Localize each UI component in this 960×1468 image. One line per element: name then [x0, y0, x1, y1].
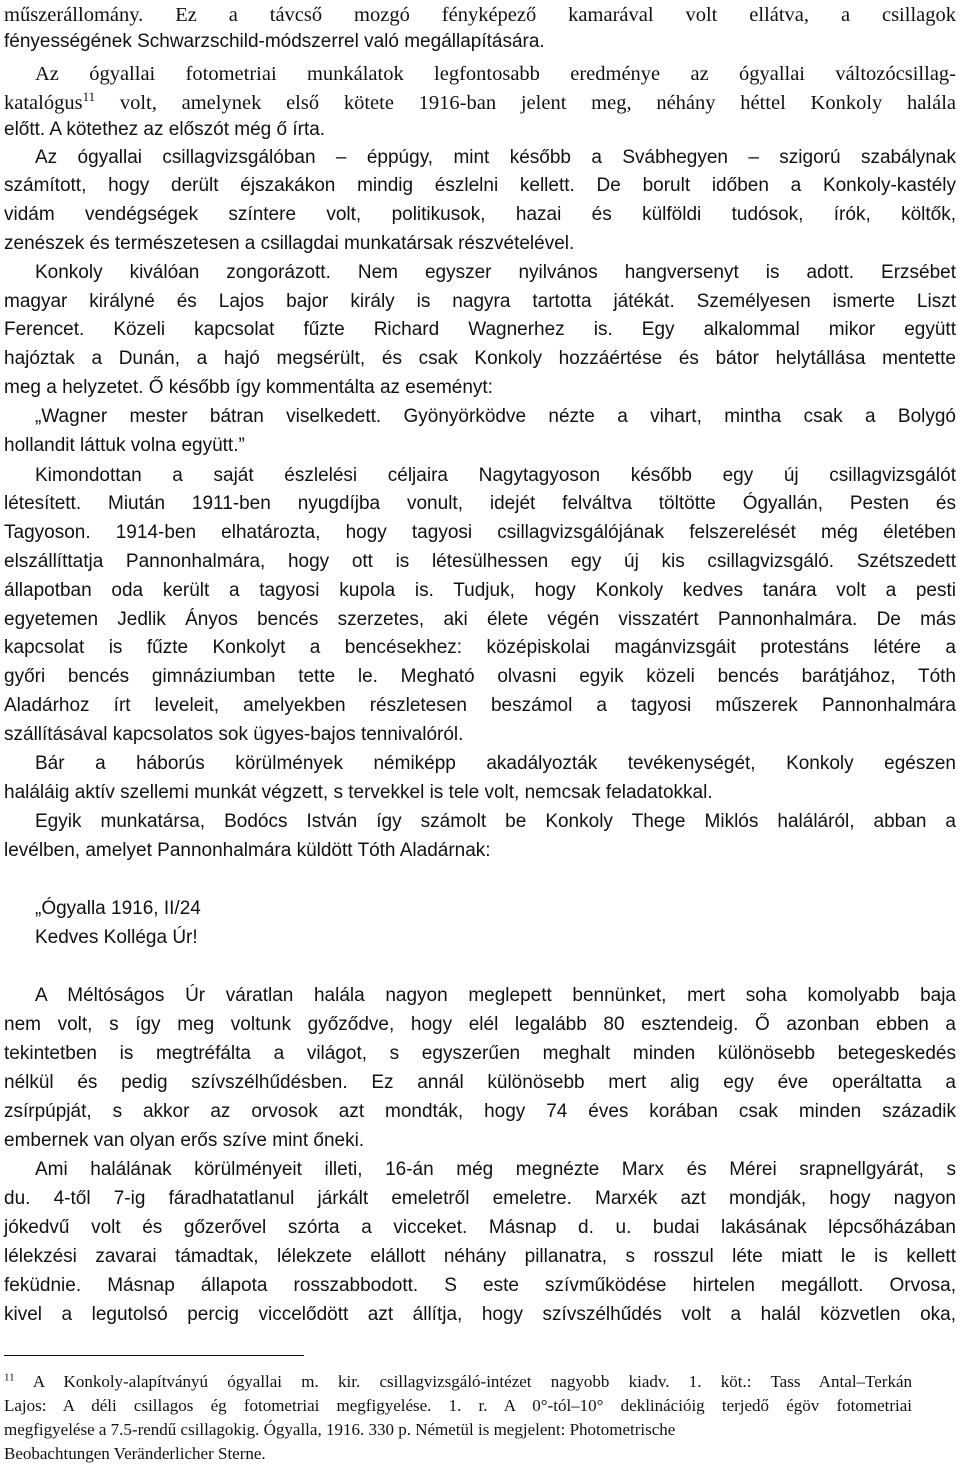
text-line: tekintetben is megtréfálta a világot, s egyszerűen meghalt minden különösebb betegeskedés: [4, 1043, 956, 1064]
text-line: műszerállomány. Ez a távcső mozgó fényképező kamarával volt ellátva, a csillagok: [4, 4, 956, 26]
text-line: kivel a legutolsó percig viccelődött azt állítja, hogy szívszélhűdés volt a halál közvetlen oka,: [4, 1304, 956, 1325]
text-line: Ferencet. Közeli kapcsolat fűzte Richard Wagnerhez is. Egy alkalommal mikor együtt: [4, 319, 956, 340]
text-line: zenészek és természetesen a csillagdai munkatársak részvételével.: [4, 233, 575, 254]
text-line: haláláig aktív szellemi munkát végzett, s tervekkel is tele volt, nemcsak feladatokkal.: [4, 782, 713, 803]
text-line: A Méltóságos Úr váratlan halála nagyon meglepett bennünket, mert soha komolyabb baja: [35, 985, 956, 1006]
text-line: győri bencés gimnáziumban tette le. Megható olvasni egyik közeli bencés barátjához, Tóth: [4, 666, 956, 687]
text-line: „Wagner mester bátran viselkedett. Gyönyörködve nézte a vihart, mintha csak a Bolygó: [35, 406, 956, 427]
text-line: hollandit láttuk volna együtt.”: [4, 435, 245, 456]
text-line: du. 4-től 7-ig fáradhatatlanul járkált emeletről emeletre. Marxék azt mondják, hogy nagyon: [4, 1188, 956, 1209]
text-line: Ami halálának körülményeit illeti, 16-án még megnézte Marx és Mérei srapnellgyárát, s: [35, 1159, 956, 1180]
text-line: meg a helyzetet. Ő később így kommentálta az eseményt:: [4, 377, 493, 398]
footnote-line: $^{11}$ A Konkoly-alapítványú ógyallai m. kir. csillagvizsgáló-intézet nagyobb kiadv. 1. köt.: Tass Antal–Terkán: [4, 1371, 912, 1391]
text-line: Az ógyallai fotometriai munkálatok legfontosabb eredménye az ógyallai változócsillag-: [35, 63, 956, 85]
text-line: levélben, amelyet Pannonhalmára küldött Tóth Aladárnak:: [4, 840, 491, 861]
text-line: állapotban oda került a tagyosi kupola is. Tudjuk, hogy Konkoly kedves tanára volt a pesti: [4, 580, 956, 601]
text-line: előtt. A kötethez az előszót még ő írta.: [4, 119, 326, 140]
footnote-line: megfigyelése a 7.5-rendű csillagokig. Ógyalla, 1916. 330 p. Németül is megjelent: Photometrische: [4, 1420, 676, 1439]
text-line: számított, hogy derült éjszakákon mindig észlelni kellett. De borult időben a Konkoly-kastély: [4, 175, 956, 196]
text-line: Kimondottan a saját észlelési céljaira Nagytagyoson később egy új csillagvizsgálót: [35, 465, 956, 486]
text-line: Bár a háborús körülmények némiképp akadályozták tevékenységét, Konkoly egészen: [35, 753, 956, 774]
text-line: szállításával kapcsolatos sok ügyes-bajos tennivalóról.: [4, 724, 464, 745]
footnote-line: Lajos: A déli csillagos ég fotometriai megfigyelése. 1. r. A 0°-tól–10° deklinációig terjedő égöv fotometriai: [4, 1396, 912, 1415]
text-line: nélkül és pedig szívszélhűdésben. Ez annál különösebb mert alig egy éve operáltatta a: [4, 1072, 956, 1093]
text-line: zsírpúpját, s akkor az orvosok azt mondták, hogy 74 éves korában csak minden századik: [4, 1101, 956, 1122]
text-line: kapcsolat is fűzte Konkolyt a bencésekhez: középiskolai magánvizsgáit protestáns létére a: [4, 637, 956, 658]
footnote-line: Beobachtungen Veränderlicher Sterne.: [4, 1444, 266, 1463]
text-line: Aladárhoz írt leveleit, amelyekben részletesen beszámol a tagyosi műszerek Pannonhalmára: [4, 695, 956, 716]
text-line: Egyik munkatársa, Bodócs István így számolt be Konkoly Thege Miklós haláláról, abban a: [35, 811, 956, 832]
footnote-divider: [4, 1355, 304, 1356]
text-line: elszállíttatja Pannonhalmára, hogy ott is létesülhessen egy új kis csillagvizsgáló. Szétszedett: [4, 551, 956, 572]
text-line: hajóztak a Dunán, a hajó megsérült, és csak Konkoly hozzáértése és bátor helytállása mentette: [4, 348, 956, 369]
text-line: egyetemen Jedlik Ányos bencés szerzetes, aki élete végén visszatért Pannonhalmára. De más: [4, 609, 956, 630]
text-line: katalógus$^{11}$ volt, amelynek első kötete 1916-ban jelent meg, néhány héttel Konkoly halála: [4, 89, 956, 114]
footnote-ref: 11: [82, 89, 96, 105]
footnote-marker: 11: [4, 1371, 15, 1384]
text-line: lélekzési zavarai támadtak, lélekzete elállott néhány pillanatra, s rosszul léte miatt le is kellett: [4, 1246, 956, 1267]
text-line: nem volt, s így meg voltunk győződve, hogy elél legalább 80 esztendeig. Ő azonban ebben a: [4, 1014, 956, 1035]
letter-salutation: Kedves Kolléga Úr!: [35, 927, 198, 948]
text-line: létesített. Miután 1911-ben nyugdíjba vonult, idejét felváltva töltötte Ógyallán, Pesten és: [4, 493, 956, 514]
text-line: vidám vendégségek színtere volt, politikusok, hazai és külföldi tudósok, írók, költők,: [4, 204, 956, 225]
text-line: magyar királyné és Lajos bajor király is nagyra tartotta játékát. Személyesen ismerte Liszt: [4, 291, 956, 312]
text-line: jókedvű volt és gőzerővel szórta a vicceket. Másnap d. u. budai lakásának lépcsőházában: [4, 1217, 956, 1238]
text-line: Konkoly kiválóan zongorázott. Nem egyszer nyilvános hangversenyt is adott. Erzsébet: [35, 262, 956, 283]
text-line: Az ógyallai csillagvizsgálóban – éppúgy, mint később a Svábhegyen – szigorú szabálynak: [35, 147, 956, 168]
text-line: Tagyoson. 1914-ben elhatározta, hogy tagyosi csillagvizsgálójának felszerelését még életében: [4, 522, 956, 543]
text-line: embernek van olyan erős szíve mint őneki.: [4, 1130, 365, 1151]
letter-place-date: „Ógyalla 1916, II/24: [35, 898, 201, 919]
text-line: fényességének Schwarzschild-módszerrel való megállapítására.: [4, 31, 545, 52]
text-line: feküdnie. Másnap állapota rosszabbodott. S este szívműködése hirtelen megállott. Orvosa,: [4, 1275, 956, 1296]
